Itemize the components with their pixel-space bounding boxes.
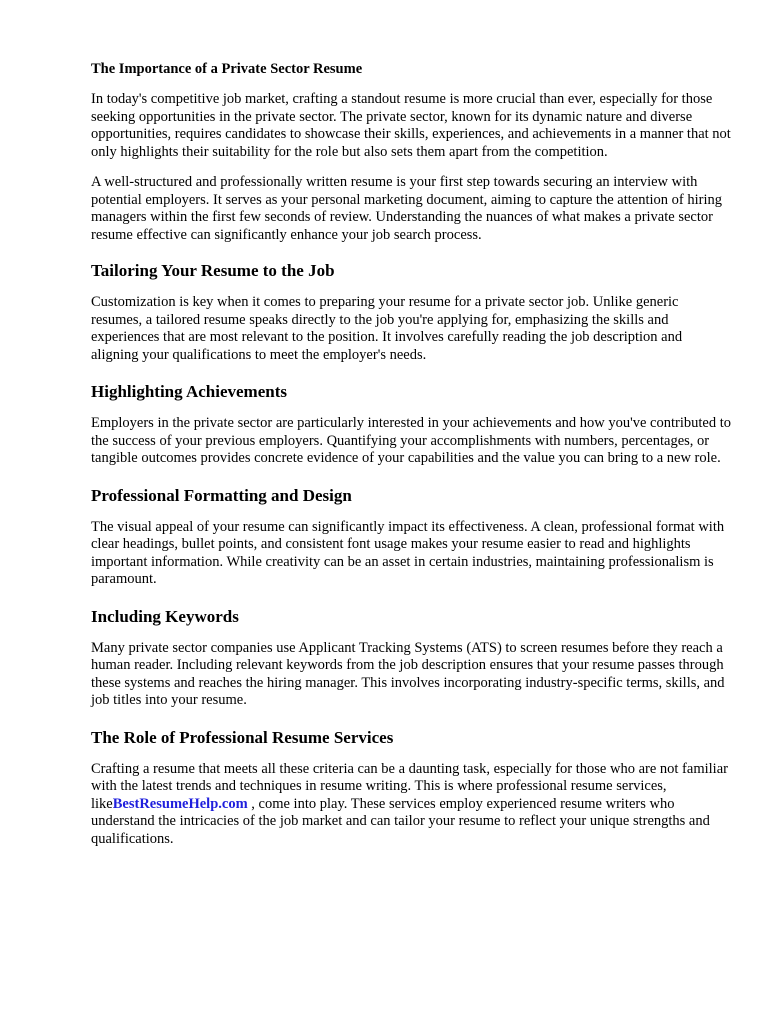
section-body-keywords: Many private sector companies use Applicant Tracking Systems (ATS) to screen resumes before they reach a human reader. Including relevant keywords from the job description ensures that your resume passes through these systems and reaches the hiring manager. This involves incorporating industry-specific terms, skills, and job titles into your resume. xyxy=(91,639,725,708)
section-body-formatting: The visual appeal of your resume can significantly impact its effectiveness. A clean, professional format with clear headings, bullet points, and consistent font usage makes your resume easier to read and highlights important information. While creativity can be an asset in certain industries, maintaining professionalism is paramount. xyxy=(91,518,725,587)
section-body-resume-services xyxy=(91,761,731,849)
section-heading-resume-services: The Role of Professional Resume Services xyxy=(91,727,394,747)
section-heading-formatting: Professional Formatting and Design xyxy=(91,485,352,505)
section-heading-tailoring: Tailoring Your Resume to the Job xyxy=(91,261,335,280)
body-text-before-link: Crafting a resume that meets all these criteria can be a daunting task, especially for those who are not familiar with the latest trends and techniques in resume writing. This is where professional resume services, like xyxy=(91,760,728,812)
intro-paragraph: A well-structured and professionally written resume is your first step towards securing an interview with potential employers. It serves as your personal marketing document, aiming to capture the attention of hiring managers within the first few seconds of review. Understanding the nuances of what makes a private sector resume effective can significantly enhance your job search process. xyxy=(91,174,722,243)
document-title: The Importance of a Private Sector Resume xyxy=(91,61,363,77)
section-body-achievements: Employers in the private sector are particularly interested in your achievements and how you've contributed to the success of your previous employers. Quantifying your accomplishments with numbers, percentages, or tangible outcomes provides concrete evidence of your capabilities and the value you can bring to a new role. xyxy=(91,415,731,466)
intro-paragraph: In today's competitive job market, crafting a standout resume is more crucial than ever, especially for those seeking opportunities in the private sector. The private sector, known for its dynamic nature and diverse opportunities, requires candidates to showcase their skills, experiences, and achievements in a manner that not only highlights their suitability for the role but also sets them apart from the competition. xyxy=(91,91,731,160)
bestresumehelp-link[interactable]: BestResumeHelp.com xyxy=(112,795,248,812)
section-heading-keywords: Including Keywords xyxy=(91,606,239,626)
body-text-after-link: , come into play. These services employ experienced resume writers who understand the intricacies of the job market and can tailor your resume to reflect your unique strengths and qualifications. xyxy=(91,795,710,847)
document-page xyxy=(91,60,731,861)
section-body-tailoring: Customization is key when it comes to preparing your resume for a private sector job. Unlike generic resumes, a tailored resume speaks directly to the job you're applying for, emphasizing the skills and experiences that are most relevant to the position. It involves carefully reading the job description and aligning your qualifications to meet the employer's needs. xyxy=(91,294,683,363)
section-heading-achievements: Highlighting Achievements xyxy=(91,382,287,401)
